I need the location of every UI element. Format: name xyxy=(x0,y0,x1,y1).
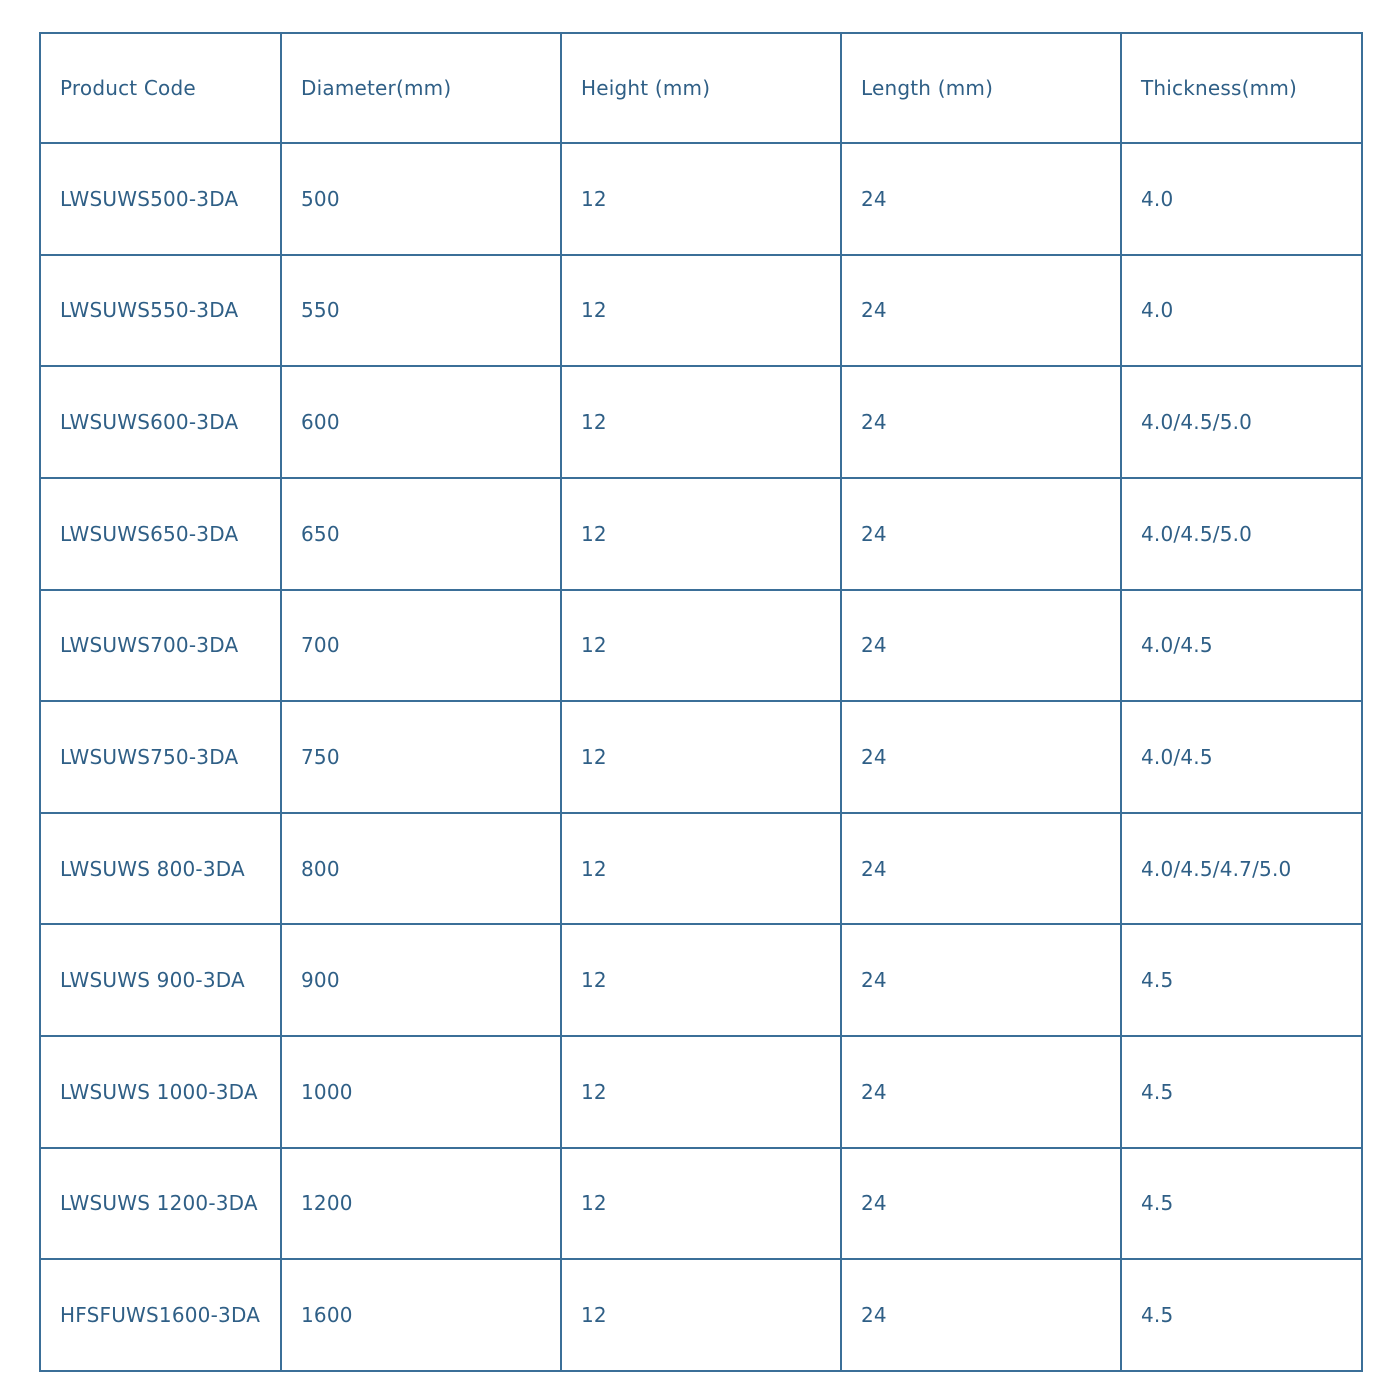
table-row xyxy=(40,813,1362,925)
cell-thickness: 4.5 xyxy=(1121,1148,1362,1260)
cell-diameter: 600 xyxy=(281,366,561,478)
cell-length: 24 xyxy=(841,590,1121,702)
table-row xyxy=(40,1148,1362,1260)
cell-height: 12 xyxy=(561,813,841,925)
cell-diameter: 1200 xyxy=(281,1148,561,1260)
table-row xyxy=(40,590,1362,702)
cell-product-code: LWSUWS750-3DA xyxy=(40,701,281,813)
cell-diameter: 800 xyxy=(281,813,561,925)
cell-thickness: 4.0/4.5 xyxy=(1121,701,1362,813)
cell-diameter: 900 xyxy=(281,924,561,1036)
table-header xyxy=(40,33,1362,143)
table-row xyxy=(40,701,1362,813)
cell-product-code: LWSUWS550-3DA xyxy=(40,255,281,367)
table-row xyxy=(40,143,1362,255)
table-body xyxy=(40,143,1362,1371)
column-header-length: Length (mm) xyxy=(841,33,1121,143)
column-header-diameter: Diameter(mm) xyxy=(281,33,561,143)
cell-thickness: 4.0 xyxy=(1121,255,1362,367)
cell-diameter: 650 xyxy=(281,478,561,590)
cell-length: 24 xyxy=(841,1259,1121,1371)
cell-product-code: LWSUWS 1000-3DA xyxy=(40,1036,281,1148)
cell-diameter: 750 xyxy=(281,701,561,813)
cell-length: 24 xyxy=(841,478,1121,590)
cell-height: 12 xyxy=(561,478,841,590)
cell-height: 12 xyxy=(561,143,841,255)
cell-diameter: 700 xyxy=(281,590,561,702)
cell-thickness: 4.0 xyxy=(1121,143,1362,255)
table-row xyxy=(40,1259,1362,1371)
header-row xyxy=(40,33,1362,143)
cell-product-code: LWSUWS 800-3DA xyxy=(40,813,281,925)
cell-height: 12 xyxy=(561,590,841,702)
cell-length: 24 xyxy=(841,924,1121,1036)
cell-thickness: 4.0/4.5/5.0 xyxy=(1121,478,1362,590)
cell-thickness: 4.0/4.5/4.7/5.0 xyxy=(1121,813,1362,925)
column-header-thickness: Thickness(mm) xyxy=(1121,33,1362,143)
table-row xyxy=(40,478,1362,590)
column-header-product-code: Product Code xyxy=(40,33,281,143)
cell-height: 12 xyxy=(561,255,841,367)
product-spec-table xyxy=(39,32,1363,1372)
table-row xyxy=(40,366,1362,478)
cell-product-code: LWSUWS 900-3DA xyxy=(40,924,281,1036)
cell-height: 12 xyxy=(561,924,841,1036)
cell-product-code: HFSFUWS1600-3DA xyxy=(40,1259,281,1371)
cell-length: 24 xyxy=(841,143,1121,255)
table-row xyxy=(40,255,1362,367)
cell-thickness: 4.0/4.5/5.0 xyxy=(1121,366,1362,478)
table-row xyxy=(40,1036,1362,1148)
column-header-height: Height (mm) xyxy=(561,33,841,143)
cell-thickness: 4.5 xyxy=(1121,1036,1362,1148)
cell-product-code: LWSUWS500-3DA xyxy=(40,143,281,255)
cell-thickness: 4.5 xyxy=(1121,924,1362,1036)
cell-thickness: 4.0/4.5 xyxy=(1121,590,1362,702)
table-row xyxy=(40,924,1362,1036)
cell-height: 12 xyxy=(561,1259,841,1371)
cell-length: 24 xyxy=(841,813,1121,925)
cell-height: 12 xyxy=(561,1036,841,1148)
cell-product-code: LWSUWS 1200-3DA xyxy=(40,1148,281,1260)
cell-product-code: LWSUWS600-3DA xyxy=(40,366,281,478)
cell-product-code: LWSUWS650-3DA xyxy=(40,478,281,590)
cell-length: 24 xyxy=(841,1036,1121,1148)
cell-thickness: 4.5 xyxy=(1121,1259,1362,1371)
cell-length: 24 xyxy=(841,701,1121,813)
cell-diameter: 1600 xyxy=(281,1259,561,1371)
cell-diameter: 1000 xyxy=(281,1036,561,1148)
cell-diameter: 550 xyxy=(281,255,561,367)
cell-length: 24 xyxy=(841,366,1121,478)
cell-length: 24 xyxy=(841,255,1121,367)
cell-height: 12 xyxy=(561,1148,841,1260)
cell-product-code: LWSUWS700-3DA xyxy=(40,590,281,702)
cell-length: 24 xyxy=(841,1148,1121,1260)
cell-height: 12 xyxy=(561,701,841,813)
cell-height: 12 xyxy=(561,366,841,478)
cell-diameter: 500 xyxy=(281,143,561,255)
